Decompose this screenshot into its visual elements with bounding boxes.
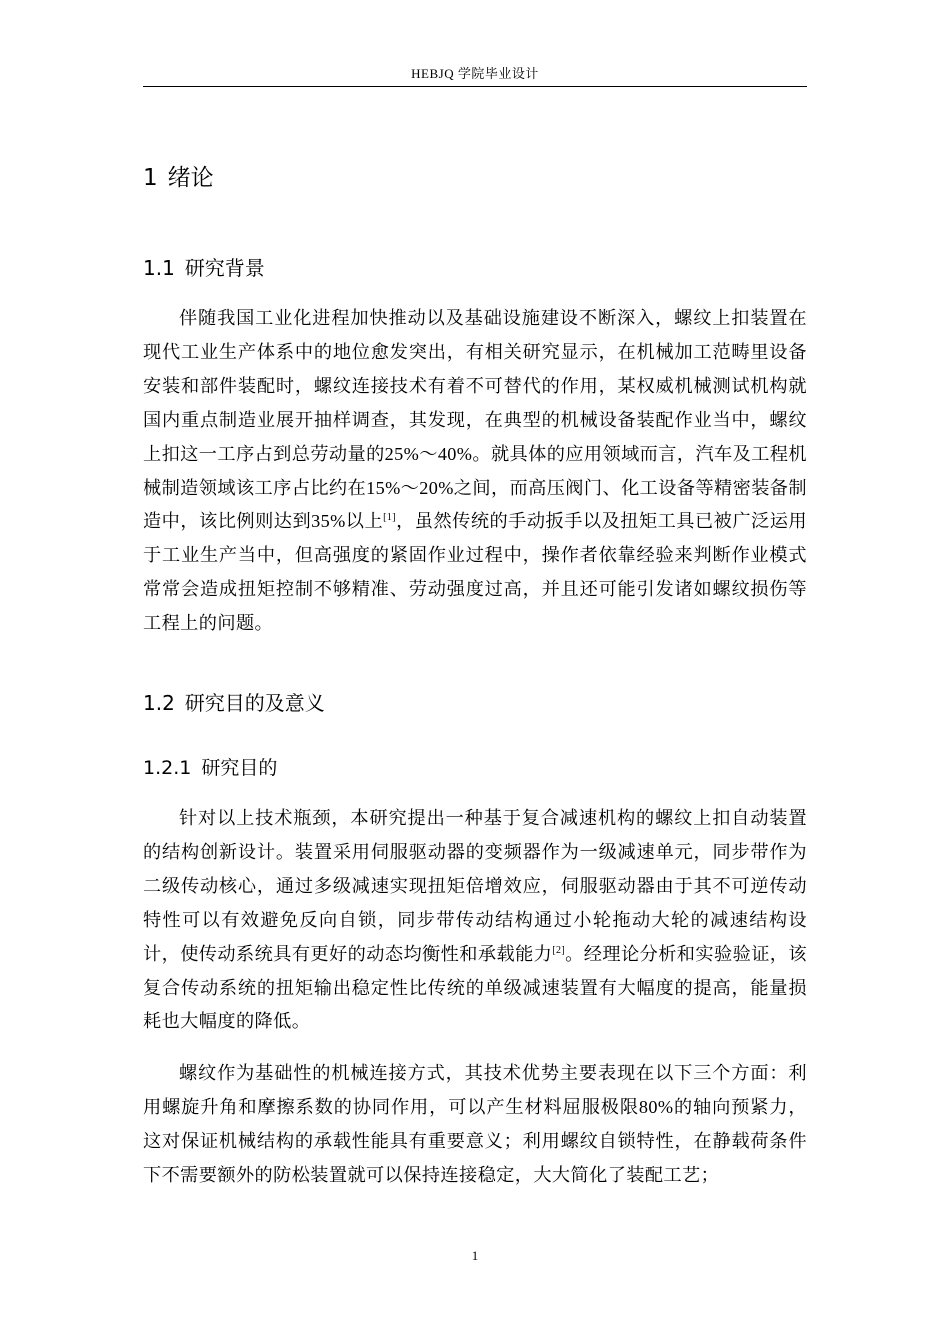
- page-number: 1: [471, 1248, 479, 1263]
- purpose-paragraph: [143, 802, 807, 1039]
- section-heading-1-1: [143, 254, 265, 282]
- subsection-title: 研究目的: [201, 757, 278, 779]
- section-title: 研究目的及意义: [184, 691, 325, 715]
- paragraph-text: ，虽然传统的手动扳手以及扭矩工具已被广泛运用于工业生产当中，但高强度的紧固作业过程中，操作者依靠经验来判断作业模式常常会造成扭矩控制不够精准、劳动强度过高，并且还可能引发诸如螺纹损伤等工程上的问题。: [143, 511, 807, 634]
- citation-ref-2: [2]: [552, 944, 566, 956]
- section-number: 1.2: [143, 691, 175, 715]
- paragraph-text: 针对以上技术瓶颈，本研究提出一种基于复合减速机构的螺纹上扣自动装置的结构创新设计。装置采用伺服驱动器的变频器作为一级减速单元，同步带作为二级传动核心，通过多级减速实现扭矩倍增效应，伺服驱动器由于其不可逆传动特性可以有效避免反向自锁，同步带传动结构通过小轮拖动大轮的减速结构设计，使传动系统具有更好的动态均衡性和承载能力: [143, 808, 807, 964]
- citation-ref-1: [1]: [383, 512, 396, 524]
- section-heading-1-2: [143, 689, 325, 717]
- chapter-number: 1: [143, 165, 158, 191]
- subsection-heading-1-2-1: [143, 755, 277, 781]
- subsection-number: 1.2.1: [143, 757, 192, 779]
- section-number: 1.1: [143, 256, 175, 280]
- background-paragraph: [143, 302, 807, 641]
- section-title: 研究背景: [184, 256, 265, 280]
- paragraph-text: 。经理论分析和实验验证，该复合传动系统的扭矩输出稳定性比传统的单级减速装置有大幅度的提高，能量损耗也大幅度的降低。: [143, 943, 807, 1032]
- thread-advantages-paragraph: 螺纹作为基础性的机械连接方式，其技术优势主要表现在以下三个方面：利用螺旋升角和摩擦系数的协同作用，可以产生材料屈服极限80%的轴向预紧力，这对保证机械结构的承载性能具有重要意义；利用螺纹自锁特性，在静载荷条件下不需要额外的防松装置就可以保持连接稳定，大大简化了装配工艺；: [143, 1063, 807, 1185]
- header-divider: [143, 86, 807, 87]
- chapter-title: 绪论: [167, 165, 214, 191]
- chapter-heading: [143, 163, 214, 193]
- page-header: HEBJQ 学院毕业设计: [411, 66, 539, 81]
- paragraph-text: 伴随我国工业化进程加快推动以及基础设施建设不断深入，螺纹上扣装置在现代工业生产体系中的地位愈发突出，有相关研究显示，在机械加工范畴里设备安装和部件装配时，螺纹连接技术有着不可替代的作用，某权威机械测试机构就国内重点制造业展开抽样调查，其发现，在典型的机械设备装配作业当中，螺纹上扣这一工序占到总劳动量的25%～40%。就具体的应用领域而言，汽车及工程机械制造领域该工序占比约在15%～20%之间，而高压阀门、化工设备等精密装备制造中，该比例则达到35%以上: [143, 308, 807, 532]
